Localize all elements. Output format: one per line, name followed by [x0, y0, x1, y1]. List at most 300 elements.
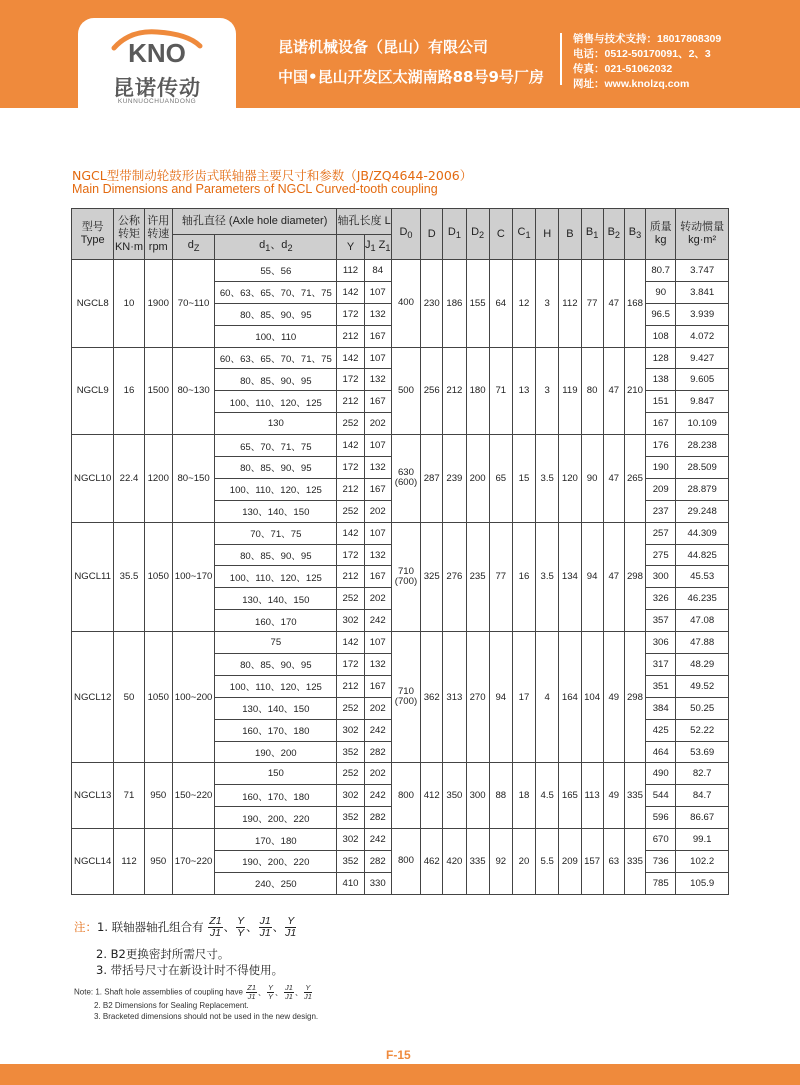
col-mass: 质量 kg	[646, 209, 676, 260]
cell-D1: 276	[443, 522, 466, 631]
cell-C1: 15	[512, 435, 535, 523]
cell-Y: 302	[337, 829, 364, 851]
cell-inertia: 28.238	[676, 435, 729, 457]
cell-Y: 302	[337, 610, 364, 632]
cell-inertia: 9.605	[676, 369, 729, 391]
cell-inertia: 28.879	[676, 478, 729, 500]
cell-mass: 464	[646, 741, 676, 763]
cell-mass: 317	[646, 654, 676, 676]
cell-D2: 270	[466, 632, 489, 763]
cell-B: 119	[559, 347, 581, 435]
cell-H: 3.5	[536, 522, 559, 631]
cell-C: 71	[489, 347, 512, 435]
cell-mass: 384	[646, 697, 676, 719]
cell-Y: 252	[337, 588, 364, 610]
cell-C1: 13	[512, 347, 535, 435]
cell-d1d2: 130、140、150	[215, 697, 337, 719]
cell-J1Z1: 132	[364, 369, 391, 391]
cell-mass: 209	[646, 478, 676, 500]
cell-inertia: 3.939	[676, 303, 729, 325]
cell-mass: 736	[646, 851, 676, 873]
cell-inertia: 4.072	[676, 325, 729, 347]
cell-D0: 400	[391, 260, 420, 348]
cell-J1Z1: 107	[364, 522, 391, 544]
cell-J1Z1: 167	[364, 566, 391, 588]
cell-d1d2: 130	[215, 413, 337, 435]
cell-J1Z1: 107	[364, 632, 391, 654]
col-type: 型号 Type	[72, 209, 114, 260]
col-H: H	[536, 209, 559, 260]
cell-inertia: 53.69	[676, 741, 729, 763]
col-B: B	[559, 209, 581, 260]
cell-Y: 172	[337, 369, 364, 391]
cell-J1Z1: 242	[364, 610, 391, 632]
cell-H: 5.5	[536, 829, 559, 895]
contact-phone: 电话：0512-50170091、2、3	[573, 48, 711, 60]
cell-Y: 302	[337, 785, 364, 807]
cell-type: NGCL10	[72, 435, 114, 523]
col-hole-length: 轴孔长度 L	[337, 209, 391, 235]
cell-mass: 176	[646, 435, 676, 457]
cell-d1d2: 80、85、90、95	[215, 369, 337, 391]
cell-J1Z1: 242	[364, 785, 391, 807]
cell-speed: 1050	[144, 522, 172, 631]
cell-H: 4.5	[536, 763, 559, 829]
cell-D1: 313	[443, 632, 466, 763]
col-hole-diameter: 轴孔直径 (Axle hole diameter)	[172, 209, 336, 235]
fraction: $\frac{Y}{J1}$	[285, 915, 297, 939]
cell-Y: 142	[337, 435, 364, 457]
cell-B3: 298	[624, 632, 645, 763]
cell-B2: 47	[603, 522, 624, 631]
cell-mass: 425	[646, 719, 676, 741]
cell-d1d2: 160、170、180	[215, 719, 337, 741]
cell-J1Z1: 84	[364, 260, 391, 282]
cell-Y: 252	[337, 697, 364, 719]
cell-d1d2: 190、200、220	[215, 807, 337, 829]
header-band	[0, 0, 800, 108]
cell-d1d2: 130、140、150	[215, 588, 337, 610]
cell-Y: 252	[337, 413, 364, 435]
col-J1Z1: $J_1$ $Z_1$	[364, 235, 391, 260]
cell-torque: 10	[114, 260, 144, 348]
cell-J1Z1: 107	[364, 281, 391, 303]
cell-d1d2: 130、140、150	[215, 500, 337, 522]
cell-B: 165	[559, 763, 581, 829]
cell-type: NGCL12	[72, 632, 114, 763]
cell-J1Z1: 167	[364, 478, 391, 500]
cell-mass: 128	[646, 347, 676, 369]
cell-inertia: 44.825	[676, 544, 729, 566]
fraction: $\frac{J1}{J1}$	[259, 915, 271, 939]
cell-mass: 96.5	[646, 303, 676, 325]
col-D2: $D_2$	[466, 209, 489, 260]
cell-dz: 80~130	[172, 347, 214, 435]
logo-mark-text: KNO	[128, 38, 186, 68]
fraction-separator: 、	[272, 920, 285, 934]
cell-mass: 357	[646, 610, 676, 632]
col-C1: $C_1$	[512, 209, 535, 260]
cell-inertia: 86.67	[676, 807, 729, 829]
cell-D2: 335	[466, 829, 489, 895]
cell-B2: 47	[603, 260, 624, 348]
cell-H: 4	[536, 632, 559, 763]
cell-dz: 100~170	[172, 522, 214, 631]
cell-D0: 710 (700)	[391, 522, 420, 631]
table-row	[72, 763, 729, 785]
fraction-separator: 、	[246, 920, 258, 934]
cell-speed: 1500	[144, 347, 172, 435]
note-fractions	[207, 915, 297, 939]
cell-torque: 16	[114, 347, 144, 435]
cell-Y: 352	[337, 807, 364, 829]
table-row	[72, 829, 729, 851]
table-row	[72, 347, 729, 369]
contact-website: 网址：www.knolzq.com	[573, 78, 690, 90]
cell-mass: 237	[646, 500, 676, 522]
cell-J1Z1: 242	[364, 719, 391, 741]
contact-fax: 传真：021-51062032	[573, 63, 673, 75]
cell-d1d2: 190、200	[215, 741, 337, 763]
note-english-2: 2. B2 Dimensions for Sealing Replacement.	[94, 1001, 249, 1010]
fraction: $\frac{Y}{Y}$	[237, 915, 245, 939]
cell-D: 462	[421, 829, 443, 895]
cell-B1: 80	[581, 347, 603, 435]
table-row	[72, 435, 729, 457]
fraction: $\frac{Z1}{J1}$	[209, 915, 222, 939]
cell-d1d2: 75	[215, 632, 337, 654]
cell-inertia: 49.52	[676, 675, 729, 697]
cell-B1: 113	[581, 763, 603, 829]
cell-Y: 302	[337, 719, 364, 741]
cell-D0: 630 (600)	[391, 435, 420, 523]
cell-inertia: 45.53	[676, 566, 729, 588]
cell-Y: 142	[337, 281, 364, 303]
note-3: 3. 带括号尺寸在新设计时不得使用。	[96, 963, 284, 977]
cell-B1: 104	[581, 632, 603, 763]
cell-d1d2: 240、250	[215, 872, 337, 894]
cell-Y: 212	[337, 325, 364, 347]
col-torque: 公称转矩 KN·m	[114, 209, 144, 260]
note-label: 注：	[74, 920, 97, 934]
cell-D1: 420	[443, 829, 466, 895]
cell-mass: 190	[646, 457, 676, 479]
cell-D: 362	[421, 632, 443, 763]
cell-torque: 22.4	[114, 435, 144, 523]
cell-Y: 352	[337, 851, 364, 873]
cell-type: NGCL14	[72, 829, 114, 895]
logo-chinese-name: 昆诺传动	[113, 76, 201, 100]
company-address: 中国•昆山开发区太湖南路88号9号厂房	[278, 68, 544, 86]
cell-C1: 18	[512, 763, 535, 829]
cell-D0: 800	[391, 763, 420, 829]
cell-mass: 257	[646, 522, 676, 544]
cell-inertia: 10.109	[676, 413, 729, 435]
cell-d1d2: 100、110	[215, 325, 337, 347]
cell-inertia: 9.847	[676, 391, 729, 413]
cell-J1Z1: 202	[364, 588, 391, 610]
cell-Y: 212	[337, 391, 364, 413]
cell-Y: 352	[337, 741, 364, 763]
cell-B: 120	[559, 435, 581, 523]
cell-type: NGCL9	[72, 347, 114, 435]
cell-D: 325	[421, 522, 443, 631]
cell-inertia: 50.25	[676, 697, 729, 719]
cell-B1: 157	[581, 829, 603, 895]
cell-Y: 212	[337, 478, 364, 500]
cell-H: 3	[536, 260, 559, 348]
cell-inertia: 47.08	[676, 610, 729, 632]
cell-mass: 544	[646, 785, 676, 807]
fraction-separator: 、	[223, 920, 236, 934]
cell-D2: 155	[466, 260, 489, 348]
cell-Y: 172	[337, 654, 364, 676]
cell-torque: 112	[114, 829, 144, 895]
table-row	[72, 522, 729, 544]
cell-d1d2: 80、85、90、95	[215, 457, 337, 479]
cell-B2: 49	[603, 632, 624, 763]
cell-C: 65	[489, 435, 512, 523]
cell-inertia: 84.7	[676, 785, 729, 807]
cell-Y: 172	[337, 303, 364, 325]
cell-J1Z1: 167	[364, 675, 391, 697]
cell-B: 164	[559, 632, 581, 763]
fraction-separator: 、	[258, 987, 266, 997]
cell-mass: 90	[646, 281, 676, 303]
cell-mass: 326	[646, 588, 676, 610]
cell-d1d2: 80、85、90、95	[215, 303, 337, 325]
cell-dz: 150~220	[172, 763, 214, 829]
cell-mass: 167	[646, 413, 676, 435]
cell-type: NGCL8	[72, 260, 114, 348]
cell-Y: 212	[337, 675, 364, 697]
cell-d1d2: 60、63、65、70、71、75	[215, 347, 337, 369]
cell-B3: 335	[624, 763, 645, 829]
col-D1: $D_1$	[443, 209, 466, 260]
cell-d1d2: 65、70、71、75	[215, 435, 337, 457]
cell-torque: 71	[114, 763, 144, 829]
cell-C: 77	[489, 522, 512, 631]
cell-mass: 490	[646, 763, 676, 785]
fraction-separator: 、	[294, 987, 303, 997]
cell-speed: 950	[144, 829, 172, 895]
cell-B2: 49	[603, 763, 624, 829]
cell-B3: 210	[624, 347, 645, 435]
footer-band	[0, 1064, 800, 1085]
header-divider	[560, 33, 562, 85]
col-dz: $d_Z$	[172, 235, 214, 260]
cell-B: 112	[559, 260, 581, 348]
table-row	[72, 632, 729, 654]
cell-H: 3.5	[536, 435, 559, 523]
cell-mass: 785	[646, 872, 676, 894]
cell-C: 88	[489, 763, 512, 829]
cell-D: 256	[421, 347, 443, 435]
cell-C: 92	[489, 829, 512, 895]
col-Y: Y	[337, 235, 364, 260]
cell-speed: 1900	[144, 260, 172, 348]
cell-B1: 94	[581, 522, 603, 631]
cell-d1d2: 60、63、65、70、71、75	[215, 281, 337, 303]
cell-d1d2: 160、170、180	[215, 785, 337, 807]
note-english-fractions	[245, 983, 313, 1001]
cell-D: 412	[421, 763, 443, 829]
table-row	[72, 260, 729, 282]
cell-dz: 100~200	[172, 632, 214, 763]
cell-inertia: 47.88	[676, 632, 729, 654]
cell-J1Z1: 242	[364, 829, 391, 851]
cell-D1: 186	[443, 260, 466, 348]
col-B2: $B_2$	[603, 209, 624, 260]
col-B3: $B_3$	[624, 209, 645, 260]
cell-speed: 1050	[144, 632, 172, 763]
cell-d1d2: 80、85、90、95	[215, 654, 337, 676]
cell-d1d2: 55、56	[215, 260, 337, 282]
col-B1: $B_1$	[581, 209, 603, 260]
cell-J1Z1: 132	[364, 654, 391, 676]
cell-d1d2: 160、170	[215, 610, 337, 632]
cell-Y: 142	[337, 632, 364, 654]
fraction: $\frac{J1}{J1}$	[285, 983, 293, 1001]
cell-J1Z1: 282	[364, 807, 391, 829]
cell-D1: 212	[443, 347, 466, 435]
cell-J1Z1: 202	[364, 500, 391, 522]
cell-Y: 172	[337, 457, 364, 479]
cell-D2: 235	[466, 522, 489, 631]
cell-J1Z1: 107	[364, 435, 391, 457]
logo-english-name: KUNNUOCHUANDONG	[117, 98, 197, 105]
cell-Y: 142	[337, 347, 364, 369]
cell-type: NGCL13	[72, 763, 114, 829]
cell-mass: 275	[646, 544, 676, 566]
cell-C1: 16	[512, 522, 535, 631]
cell-J1Z1: 132	[364, 303, 391, 325]
cell-inertia: 9.427	[676, 347, 729, 369]
cell-Y: 172	[337, 544, 364, 566]
cell-inertia: 52.22	[676, 719, 729, 741]
cell-J1Z1: 167	[364, 391, 391, 413]
col-d1d2: $d_1$、$d_2$	[215, 235, 337, 260]
cell-d1d2: 100、110、120、125	[215, 391, 337, 413]
cell-d1d2: 100、110、120、125	[215, 478, 337, 500]
cell-d1d2: 170、180	[215, 829, 337, 851]
cell-B1: 77	[581, 260, 603, 348]
cell-H: 3	[536, 347, 559, 435]
cell-d1d2: 70、71、75	[215, 522, 337, 544]
cell-D0: 500	[391, 347, 420, 435]
cell-B: 209	[559, 829, 581, 895]
cell-inertia: 44.309	[676, 522, 729, 544]
cell-B3: 335	[624, 829, 645, 895]
cell-B2: 47	[603, 347, 624, 435]
logo	[78, 18, 236, 108]
table-body	[72, 260, 729, 895]
cell-D1: 239	[443, 435, 466, 523]
cell-D: 230	[421, 260, 443, 348]
cell-inertia: 3.841	[676, 281, 729, 303]
cell-D2: 180	[466, 347, 489, 435]
cell-d1d2: 100、110、120、125	[215, 675, 337, 697]
cell-J1Z1: 202	[364, 413, 391, 435]
cell-inertia: 105.9	[676, 872, 729, 894]
cell-J1Z1: 282	[364, 741, 391, 763]
cell-D0: 710 (700)	[391, 632, 420, 763]
cell-D2: 200	[466, 435, 489, 523]
cell-dz: 170~220	[172, 829, 214, 895]
logo-mark-icon	[110, 28, 204, 68]
cell-inertia: 29.248	[676, 500, 729, 522]
cell-d1d2: 150	[215, 763, 337, 785]
cell-J1Z1: 132	[364, 457, 391, 479]
cell-inertia: 102.2	[676, 851, 729, 873]
cell-torque: 50	[114, 632, 144, 763]
cell-dz: 70~110	[172, 260, 214, 348]
cell-C1: 17	[512, 632, 535, 763]
cell-J1Z1: 282	[364, 851, 391, 873]
cell-J1Z1: 167	[364, 325, 391, 347]
cell-mass: 351	[646, 675, 676, 697]
table-title-chinese: NGCL型带制动轮鼓形齿式联轴器主要尺寸和参数（JB/ZQ4644-2006）	[72, 168, 473, 183]
col-D: D	[421, 209, 443, 260]
cell-C: 64	[489, 260, 512, 348]
note-2: 2. B2更换密封所需尺寸。	[96, 947, 230, 961]
cell-J1Z1: 202	[364, 763, 391, 785]
note-english-1: Note: 1. Shaft hole assemblies of coupling have $\frac{Z1}{J1}$ 、 $\frac{Y}{Y}$ 、 $\frac{J1}{J1}$ 、 $\frac{Y}{J1}$	[74, 983, 312, 1001]
cell-C1: 20	[512, 829, 535, 895]
cell-B3: 168	[624, 260, 645, 348]
cell-inertia: 3.747	[676, 260, 729, 282]
cell-mass: 108	[646, 325, 676, 347]
cell-mass: 151	[646, 391, 676, 413]
col-speed: 许用转速 rpm	[144, 209, 172, 260]
cell-Y: 410	[337, 872, 364, 894]
cell-B1: 90	[581, 435, 603, 523]
cell-B2: 63	[603, 829, 624, 895]
cell-Y: 252	[337, 500, 364, 522]
cell-d1d2: 80、85、90、95	[215, 544, 337, 566]
cell-torque: 35.5	[114, 522, 144, 631]
dimensions-table	[71, 208, 729, 895]
cell-Y: 212	[337, 566, 364, 588]
cell-inertia: 46.235	[676, 588, 729, 610]
cell-inertia: 82.7	[676, 763, 729, 785]
cell-Y: 252	[337, 763, 364, 785]
table-title-english: Main Dimensions and Parameters of NGCL Curved-tooth coupling	[72, 182, 438, 196]
cell-speed: 1200	[144, 435, 172, 523]
table-header	[72, 209, 729, 260]
fraction: $\frac{Y}{J1}$	[303, 983, 312, 1001]
cell-D: 287	[421, 435, 443, 523]
cell-Y: 112	[337, 260, 364, 282]
cell-B3: 265	[624, 435, 645, 523]
note-1: 注：1. 联轴器轴孔组合有 $\frac{Z1}{J1}$ 、 $\frac{Y}{Y}$ 、 $\frac{J1}{J1}$ 、 $\frac{Y}{J1}$	[74, 915, 297, 939]
cell-B2: 47	[603, 435, 624, 523]
cell-B: 134	[559, 522, 581, 631]
cell-speed: 950	[144, 763, 172, 829]
cell-mass: 138	[646, 369, 676, 391]
col-D0: $D_0$	[391, 209, 420, 260]
cell-inertia: 28.509	[676, 457, 729, 479]
cell-J1Z1: 132	[364, 544, 391, 566]
cell-C: 94	[489, 632, 512, 763]
note-english-3: 3. Bracketed dimensions should not be used in the new design.	[94, 1012, 319, 1021]
cell-Y: 142	[337, 522, 364, 544]
fraction-separator: 、	[275, 987, 284, 997]
cell-mass: 306	[646, 632, 676, 654]
cell-D1: 350	[443, 763, 466, 829]
cell-D2: 300	[466, 763, 489, 829]
cell-C1: 12	[512, 260, 535, 348]
